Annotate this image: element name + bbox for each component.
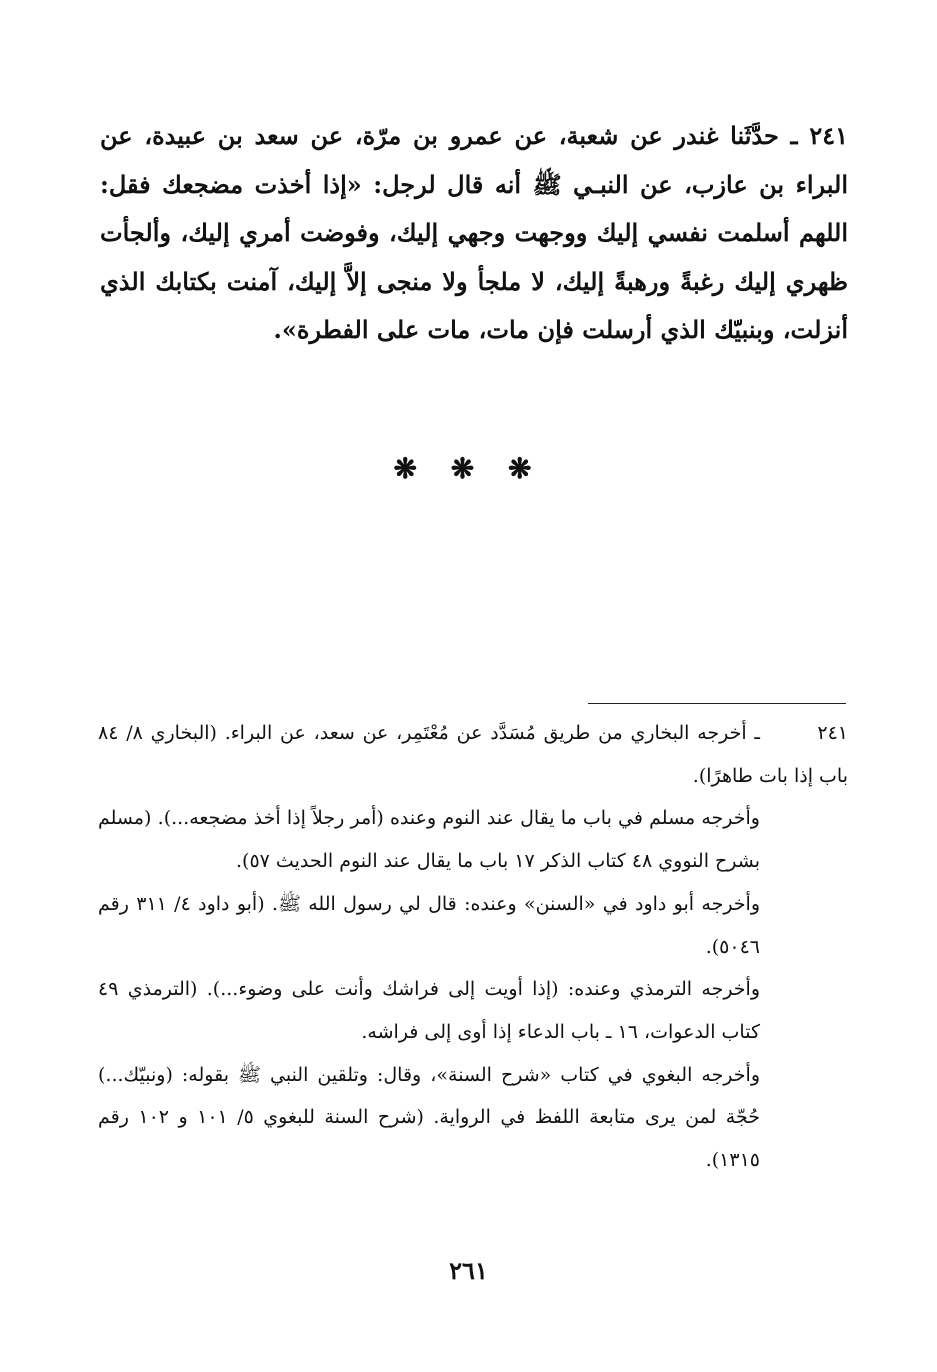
section-separator: ❋ ❋ ❋ <box>393 452 544 485</box>
footnote-muslim: وأخرجه مسلم في باب ما يقال عند النوم وعنده (أمر رجلاً إذا أخذ مضجعه...). (مسلم بشرح النووي ٤٨ كتاب الذكر ١٧ باب ما يقال عند النوم الحديث ٥٧). <box>98 807 760 873</box>
footnote-1 <box>98 712 848 797</box>
footnote-text: ـ أخرجه البخاري من طريق مُسَدَّد عن مُعْتَمِر، عن سعد، عن البراء. (البخاري ٨/ ٨٤ باب إذا بات طاهرًا). <box>98 722 848 787</box>
footnote-divider <box>588 703 846 704</box>
footnote-tirmidhi: وأخرجه الترمذي وعنده: (إذا أويت إلى فراشك وأنت على وضوء...). (الترمذي ٤٩ كتاب الدعوات، ١٦ ـ باب الدعاء إذا أوى إلى فراشه. <box>98 978 760 1043</box>
footnote-number: ٢٤١ <box>817 722 848 744</box>
footnote-baghawi: وأخرجه البغوي في كتاب «شرح السنة»، وقال: وتلقين النبي ﷺ بقوله: (ونبيّك...) حُجّة لمن يرى متابعة اللفظ في الرواية. (شرح السنة للبغوي ٥/ ١٠١ و ١٠٢ رقم ١٣١٥). <box>98 1063 760 1172</box>
hadith-body: ـ حدَّثَنا غندر عن شعبة، عن عمرو بن مرّة، عن سعد بن عبيدة، عن البراء بن عازب، عن النبـي ﷺ أنه قال لرجل: «إذا أخذت مضجعك فقل: اللهم أسلمت نفسي إليك ووجهت وجهي إليك، وفوضت أمري إليك، وألجأت ظهري إليك رغبةً ورهبةً إليك، لا ملجأ ولا منجى إلاَّ إليك، آمنت بكتابك الذي أنزلت، وبنبيّك الذي أرسلت فإن مات، مات على الفطرة». <box>100 121 848 344</box>
hadith-number: ٢٤١ <box>809 121 848 150</box>
hadith-text <box>100 112 848 355</box>
footnotes <box>98 712 848 1182</box>
footnote-abu-dawud: وأخرجه أبو داود في «السنن» وعنده: قال لي رسول الله ﷺ. (أبو داود ٤/ ٣١١ رقم ٥٠٤٦). <box>98 892 760 958</box>
page-number: ٢٦١ <box>449 1256 488 1285</box>
